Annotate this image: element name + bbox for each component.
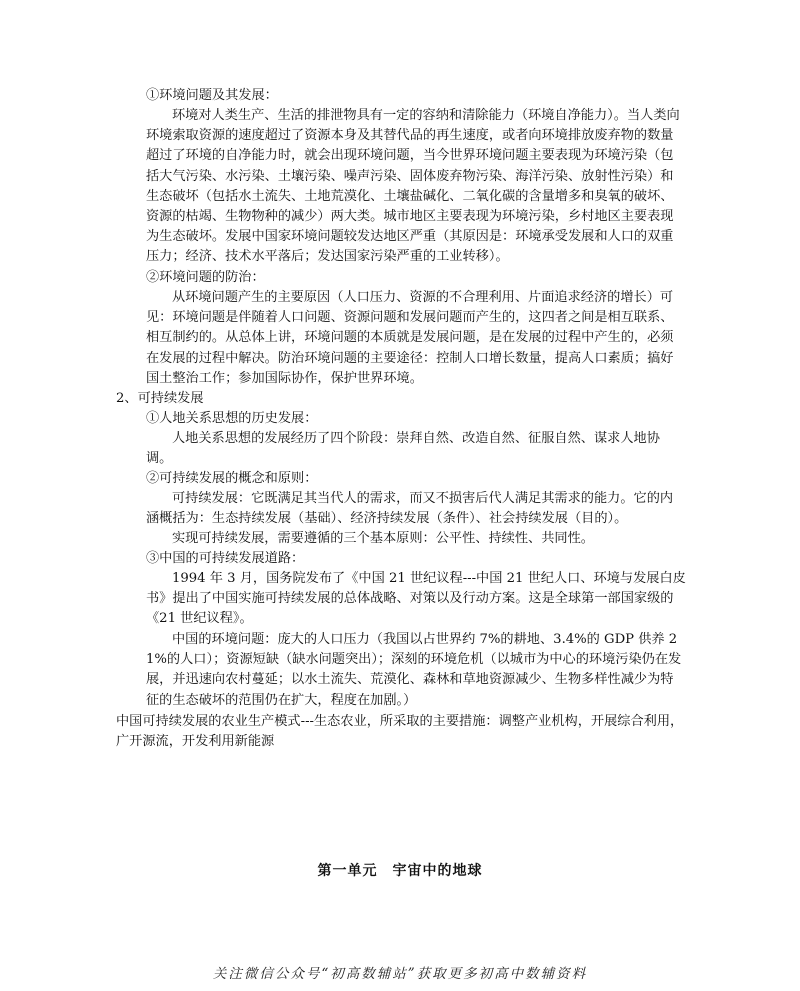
sustainable-heading: 2、可持续发展: [116, 391, 204, 406]
env-prevention-heading: ②环境问题的防治：: [146, 270, 265, 285]
concept-heading: ②可持续发展的概念和原则：: [146, 471, 318, 486]
agri-paragraph: 中国可持续发展的农业生产模式---生态农业，所采取的主要措施：调整产业机构，开展综合利用，广开源流，开发利用新能源: [116, 714, 684, 750]
relation-heading: ①人地关系思想的历史发展：: [146, 411, 318, 426]
principle-paragraph: 实现可持续发展，需要遵循的三个基本原则：公平性、持续性、共同性。: [172, 531, 594, 546]
concept-paragraph: 可持续发展：它既满足其当代人的需求，而又不损害后代人满足其需求的能力。它的内涵概括为：生态持续发展（基础）、经济持续发展（条件）、社会持续发展（目的）。: [146, 491, 674, 527]
china-env-paragraph: 中国的环境问题：庞大的人口压力（我国以占世界约 7%的耕地、3.4%的 GDP 供养 21%的人口）；资源短缺（缺水问题突出）；深刻的环境危机（以城市为中心的环境污染仍在发展，并迅速向农村蔓延；以水土流失、荒漠化、森林和草地资源减少、生物多样性减少为特征的生态破坏的范围仍在扩大，程度在加剧。）: [146, 632, 682, 708]
footer-watermark-text: 关注微信公众号“初高数辅站”获取更多初高中数辅资料: [212, 966, 588, 982]
agenda-paragraph: 1994 年 3 月，国务院发布了《中国 21 世纪议程---中国 21 世纪人口、环境与发展白皮书》提出了中国实施可持续发展的总体战略、对策以及行动方案。这是全球第一部国家级的《21 世纪议程》。: [146, 571, 686, 627]
relation-paragraph: 人地关系思想的发展经历了四个阶段：崇拜自然、改造自然、征服自然、谋求人地协调。: [146, 431, 660, 467]
unit-title: 第一单元 宇宙中的地球: [317, 863, 483, 879]
china-path-heading: ③中国的可持续发展道路：: [146, 551, 305, 566]
env-prevention-paragraph: 从环境问题产生的主要原因（人口压力、资源的不合理利用、片面追求经济的增长）可见：环境问题是伴随着人口问题、资源问题和发展问题而产生的，这四者之间是相互联系、相互制约的。从总体上讲，环境问题的本质就是发展问题，是在发展的过程中产生的，必须在发展的过程中解决。防治环境问题的主要途径：控制人口增长数量，提高人口素质；搞好国土整治工作；参加国际协作，保护世界环境。: [146, 290, 674, 386]
env-problem-heading: ①环境问题及其发展：: [146, 88, 278, 103]
env-problem-paragraph: 环境对人类生产、生活的排泄物具有一定的容纳和清除能力（环境自净能力）。当人类向环境索取资源的速度超过了资源本身及其替代品的再生速度，或者向环境排放废弃物的数量超过了环境的自净能力时，就会出现环境问题，当今世界环境问题主要表现为环境污染（包括大气污染、水污染、土壤污染、噪声污染、固体废弃物污染、海洋污染、放射性污染）和生态破坏（包括水土流失、土地荒漠化、土壤盐碱化、二氧化碳的含量增多和臭氧的破坏、资源的枯竭、生物物种的减少）两大类。城市地区主要表现为环境污染，乡村地区主要表现为生态破坏。发展中国家环境问题较发达地区严重（其原因是：环境承受发展和人口的双重压力；经济、技术水平落后；发达国家污染严重的工业转移）。: [146, 108, 680, 265]
